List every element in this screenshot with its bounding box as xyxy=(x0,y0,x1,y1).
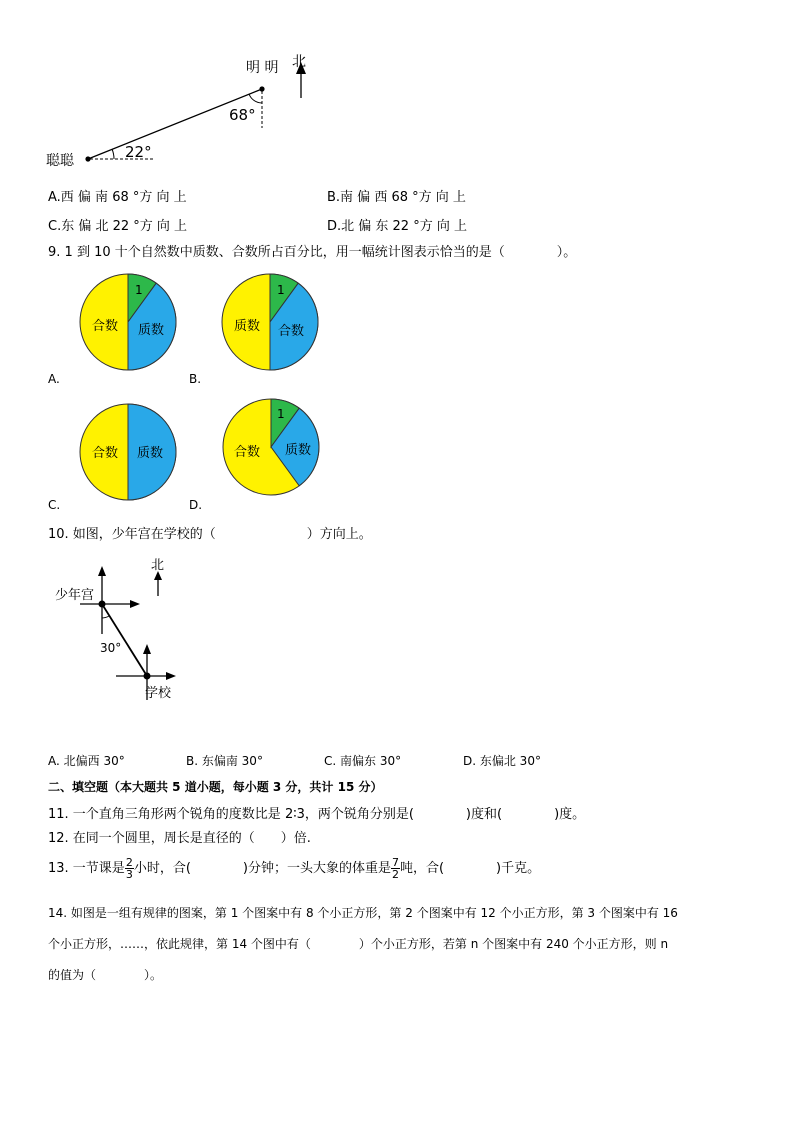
palace-label: 少年宫 xyxy=(55,588,95,603)
pie-chart-d xyxy=(222,398,322,498)
q10-option-c[interactable]: C. 南偏东 30° xyxy=(324,754,402,768)
q13-suffix: 吨，合( )千克。 xyxy=(399,861,541,876)
fraction-seven-halves: $\frac{7}{2}$ xyxy=(391,856,399,881)
pie-b-composite-label: 合数 xyxy=(278,324,305,339)
q13-text xyxy=(48,857,540,880)
q10-option-d[interactable]: D. 东偏北 30° xyxy=(463,754,541,768)
q8-option-c[interactable]: C.东 偏 北 22 °方 向 上 xyxy=(48,219,188,234)
pie-b-one-label: 1 xyxy=(277,283,285,297)
q14-line-1: 14. 如图是一组有规律的图案，第 1 个图案中有 8 个小正方形，第 2 个图案中有 12 个小正方形，第 3 个图案中有 16 xyxy=(48,906,678,920)
q9-question-text: 9. 1 到 10 十个自然数中质数、合数所占百分比，用一幅统计图表示恰当的是（ ）。 xyxy=(48,245,577,260)
palace-point xyxy=(99,601,106,608)
congcong-label: 聪聪 xyxy=(46,153,74,169)
pie-d-one-label: 1 xyxy=(277,407,285,421)
pie-c-composite-label: 合数 xyxy=(92,446,119,461)
q14-line-3: 的值为（ ）。 xyxy=(48,968,163,982)
north-label: 北 xyxy=(151,558,165,573)
north-label: 北 xyxy=(292,54,306,70)
pie-chart-c xyxy=(78,402,178,502)
section-heading: 二、填空题（本大题共 5 道小题，每小题 3 分，共计 15 分） xyxy=(48,780,383,794)
q13-prefix: 13. 一节课是 xyxy=(48,861,125,876)
angle-68-label: 68° xyxy=(229,106,256,124)
pie-a-composite-label: 合数 xyxy=(92,319,119,334)
q8-option-d[interactable]: D.北 偏 东 22 °方 向 上 xyxy=(327,219,467,234)
angle-22-label: 22° xyxy=(125,143,152,161)
q9-option-b[interactable]: B. xyxy=(189,372,202,386)
q8-option-a[interactable]: A.西 偏 南 68 °方 向 上 xyxy=(48,190,187,205)
palace-school-line xyxy=(102,604,147,676)
school-point xyxy=(144,673,151,680)
q8-direction-figure xyxy=(40,48,330,173)
q10-option-a[interactable]: A. 北偏西 30° xyxy=(48,754,125,768)
mingming-point xyxy=(259,86,264,91)
pie-d-composite-label: 合数 xyxy=(234,445,261,460)
pie-chart-b xyxy=(220,272,320,372)
pie-c-prime-label: 质数 xyxy=(137,446,164,461)
fraction-two-thirds: $\frac{2}{3}$ xyxy=(125,856,133,881)
q9-option-a[interactable]: A. xyxy=(48,372,60,386)
connecting-line xyxy=(88,89,262,159)
q11-text: 11. 一个直角三角形两个锐角的度数比是 2∶3，两个锐角分别是( )度和( )度。 xyxy=(48,807,586,822)
angle-30-label: 30° xyxy=(100,641,122,655)
q12-text: 12. 在同一个圆里，周长是直径的（ ）倍. xyxy=(48,831,311,846)
pie-a-one-label: 1 xyxy=(135,283,143,297)
q10-direction-figure xyxy=(52,552,192,707)
q13-mid: 小时，合( )分钟；一头大象的体重是 xyxy=(133,861,391,876)
q8-option-b[interactable]: B.南 偏 西 68 °方 向 上 xyxy=(327,190,466,205)
mingming-label: 明 明 xyxy=(246,60,279,76)
q14-line-2: 个小正方形，……，依此规律，第 14 个图中有（ ）个小正方形，若第 n 个图案中有 240 个小正方形，则 n xyxy=(48,937,669,951)
pie-chart-a xyxy=(78,272,178,372)
q9-option-c[interactable]: C. xyxy=(48,498,61,512)
q9-option-d[interactable]: D. xyxy=(189,498,203,512)
q10-option-b[interactable]: B. 东偏南 30° xyxy=(186,754,263,768)
pie-b-prime-label: 质数 xyxy=(234,319,261,334)
pie-d-prime-label: 质数 xyxy=(285,443,312,458)
congcong-point xyxy=(85,156,90,161)
school-label: 学校 xyxy=(145,686,172,701)
pie-a-prime-label: 质数 xyxy=(138,323,165,338)
q10-question-text: 10. 如图，少年宫在学校的（ ）方向上。 xyxy=(48,527,372,542)
